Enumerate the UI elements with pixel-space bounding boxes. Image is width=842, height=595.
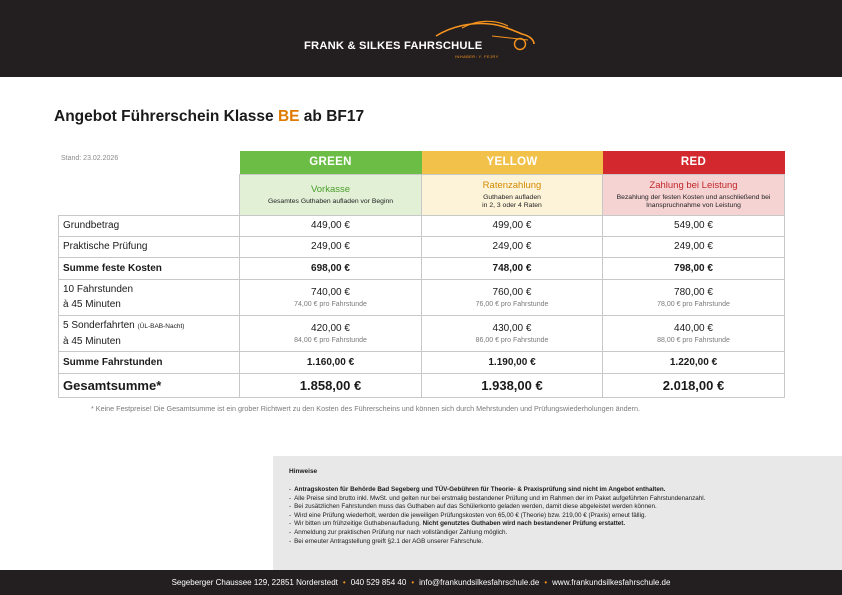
title-prefix: Angebot Führerschein Klasse xyxy=(54,108,278,125)
table-row: Grundbetrag 449,00 € 499,00 € 549,00 € xyxy=(59,215,785,236)
list-item: - Wir bitten um frühzeitige Guthabenaufladung. Nicht genutztes Guthaben wird nach bestandener Prüfung erstattet. xyxy=(289,520,842,529)
plan-red-description: Zahlung bei Leistung Bezahlung der festen Kosten und anschließend bei Inanspruchnahme von Leistung xyxy=(603,174,785,215)
plan-description-row xyxy=(59,174,785,215)
plan-header-row xyxy=(59,151,785,174)
notes-title: Hinweise xyxy=(289,468,318,475)
plan-red-header: RED xyxy=(603,151,785,174)
list-item: - Bei erneuter Antragstellung greift §2.1 der AGB unserer Fahrschule. xyxy=(289,538,842,547)
table-row-sum: Summe feste Kosten 698,00 € 748,00 € 798,00 € xyxy=(59,257,785,279)
title-suffix: ab BF17 xyxy=(299,108,365,125)
plan-yellow-header: YELLOW xyxy=(422,151,603,174)
page-title xyxy=(54,108,364,126)
separator-dot-icon: • xyxy=(342,578,346,587)
table-row: 10 Fahrstunden à 45 Minuten 740,00 € 74,00 € pro Fahrstunde 760,00 € 76,00 € pro Fahrstunde 780,00 € 78,00 € pro Fahrstunde xyxy=(59,279,785,315)
separator-dot-icon: • xyxy=(411,578,415,587)
table-row: 5 Sonderfahrten (ÜL-BAB-Nacht) à 45 Minuten 420,00 € 84,00 € pro Fahrstunde 430,00 € 86,00 € pro Fahrstunde 440,00 € 88,00 € pro Fahrstunde xyxy=(59,315,785,351)
list-item: - Anmeldung zur praktischen Prüfung nur nach vollständiger Zahlung möglich. xyxy=(289,529,842,538)
stand-date: Stand: 23.02.2026 xyxy=(61,155,119,162)
list-item: - Bei zusätzlichen Fahrstunden muss das Guthaben auf das Schülerkonto geladen werden, damit diese abgeleistet werden können. xyxy=(289,503,842,512)
table-row-total: Gesamtsumme* 1.858,00 € 1.938,00 € 2.018,00 € xyxy=(59,373,785,397)
notes-list xyxy=(289,486,842,546)
notes-box xyxy=(273,456,842,570)
page-footer xyxy=(0,570,842,595)
footer-website[interactable]: www.frankundsilkesfahrschule.de xyxy=(552,578,671,587)
logo-wordmark: FRANK & SILKES FAHRSCHULE xyxy=(304,40,483,52)
list-item: - Alle Preise sind brutto inkl. MwSt. und gelten nur bei erstmalig bestandener Prüfung und im Rahmen der im Paket aufgeführten Fahrstundenanzahl. xyxy=(289,495,842,504)
logo-owner: INHABER: Y. FEJRY xyxy=(455,54,499,59)
title-accent: BE xyxy=(277,108,300,125)
table-row-sum: Summe Fahrstunden 1.160,00 € 1.190,00 € 1.220,00 € xyxy=(59,351,785,373)
footer-phone[interactable]: 040 529 854 40 xyxy=(350,578,407,587)
separator-dot-icon: • xyxy=(544,578,548,587)
page-header xyxy=(0,0,842,77)
plan-green-header: GREEN xyxy=(240,151,422,174)
plan-green-description: Vorkasse Gesamtes Guthaben aufladen vor Beginn xyxy=(240,174,422,215)
footer-email[interactable]: info@frankundsilkesfahrschule.de xyxy=(419,578,540,587)
footer-address: Segeberger Chaussee 129, 22851 Norderstedt xyxy=(171,578,338,587)
table-row: Praktische Prüfung 249,00 € 249,00 € 249,00 € xyxy=(59,236,785,257)
pricing-table xyxy=(58,151,785,398)
list-item: - Wird eine Prüfung wiederholt, werden die jeweiligen Prüfungskosten von 65,00 € (Theorie) bzw. 219,00 € (Praxis) erneut fällig. xyxy=(289,512,842,521)
footnote: * Keine Festpreise! Die Gesamtsumme ist ein grober Richtwert zu den Kosten des Führerscheins und können sich durch Mehrstunden und Prüfungswiederholungen ändern. xyxy=(91,404,640,413)
plan-yellow-description: Ratenzahlung Guthaben aufladen in 2, 3 oder 4 Raten xyxy=(422,174,603,215)
list-item: - Antragskosten für Behörde Bad Segeberg und TÜV-Gebühren für Theorie- & Praxisprüfung sind nicht im Angebot enthalten. xyxy=(289,486,842,495)
